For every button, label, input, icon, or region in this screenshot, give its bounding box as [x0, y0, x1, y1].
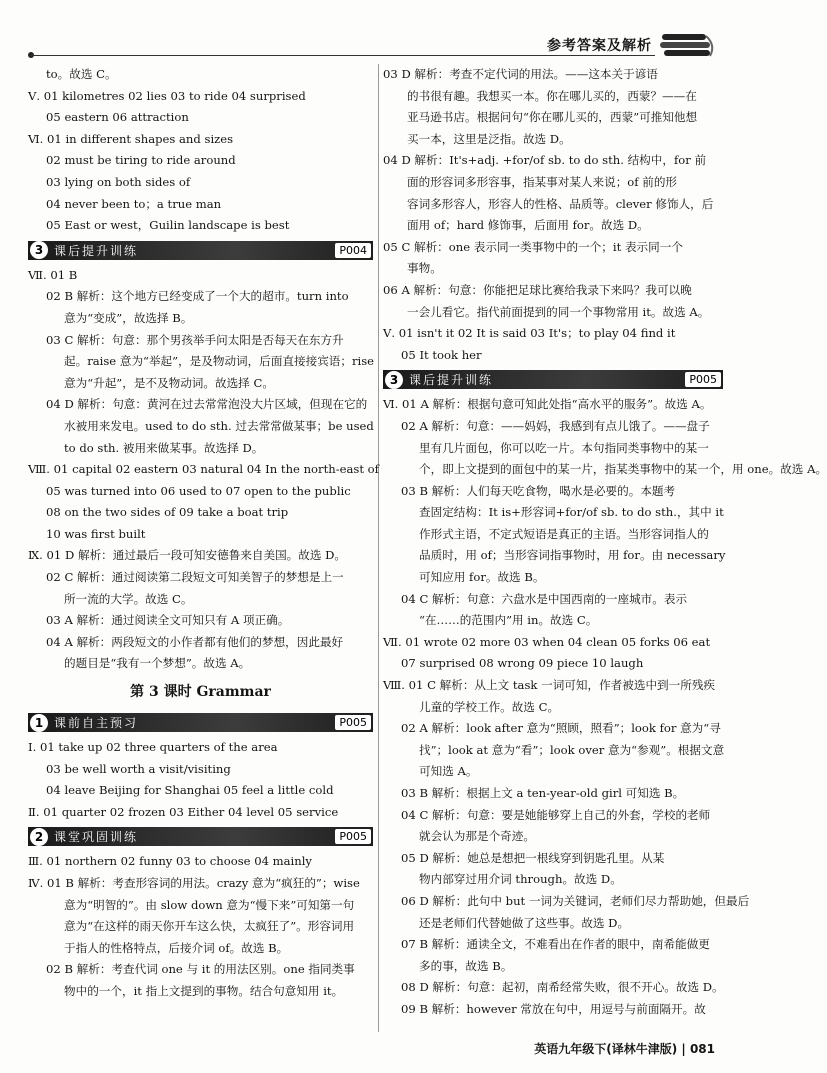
answer-line: 面的形容词多形容事，指某事对某人来说；of 前的形 — [407, 174, 678, 189]
answer-line: 03 be well worth a visit/visiting — [46, 761, 231, 776]
answer-line: 水被用来发电。used to do sth. 过去常常做某事；be used — [64, 418, 374, 433]
answer-line: 05 D 解析：她总是想把一根线穿到钥匙孔里。从某 — [401, 850, 665, 865]
section-label: 课前自主预习 — [54, 716, 139, 731]
answer-line: 03 B 解析：根据上文 a ten-year-old girl 可知选 B。 — [401, 786, 685, 800]
answer-line: Ⅱ. 01 quarter 02 frozen 03 Either 04 level 05 service — [28, 804, 339, 819]
answer-line: 08 on the two sides of 09 take a boat trip — [46, 505, 289, 520]
answer-line: 的书很有趣。我想买一本。你在哪儿买的，西蒙？——在 — [407, 88, 697, 103]
answer-line: to。故选 C。 — [46, 67, 117, 81]
answer-line: Ⅶ. 01 B — [28, 267, 78, 282]
answer-line: Ⅸ. 01 D 解析：通过最后一段可知安德鲁来自美国。故选 D。 — [28, 548, 347, 563]
answer-line: Ⅵ. 01 in different shapes and sizes — [28, 131, 234, 146]
column-divider — [378, 64, 379, 1032]
answer-line: 可知应用 for。故选 B。 — [419, 570, 545, 585]
section-bar — [28, 827, 373, 846]
answer-line: 个，即上文提到的面包中的某一片，指某类事物中的某一个，用 one。故选 A。 — [419, 462, 827, 477]
answer-line: 04 A 解析：两段短文的小作者都有他们的梦想，因此最好 — [46, 634, 344, 649]
section-label: 课后提升训练 — [409, 373, 494, 388]
section-page-ref: P005 — [685, 372, 721, 387]
answer-line: 查固定结构：It is+形容词+for/of sb. to do sth.，其中 it — [419, 505, 724, 520]
answer-line: Ⅴ. 01 isn't it 02 It is said 03 It's；to play 04 find it — [383, 326, 676, 341]
answer-line: 的题目是“我有一个梦想”。故选 A。 — [64, 656, 251, 671]
section-bar — [383, 370, 723, 389]
answer-line: 03 C 解析：句意：那个男孩举手问太阳是否每天在东方升 — [46, 332, 344, 347]
answer-line: 品质时，用 of；当形容词指事物时，用 for。由 necessary — [419, 548, 726, 563]
answer-line: to do sth. 被用来做某事。故选择 D。 — [64, 440, 264, 455]
answer-line: 里有几片面包，你可以吃一片。本句指同类事物中的某一 — [419, 440, 709, 455]
answer-line: 05 was turned into 06 used to 07 open to the public — [46, 483, 351, 498]
answer-line: 容词多形容人，形容人的性格、品质等。clever 修饰人，后 — [407, 196, 714, 211]
answer-line: 面用 of；hard 修饰事，后面用 for。故选 D。 — [407, 218, 649, 233]
answer-line: 03 B 解析：人们每天吃食物，喝水是必要的。本题考 — [401, 483, 676, 498]
answer-line: 02 C 解析：通过阅读第二段短文可知美智子的梦想是上一 — [46, 570, 344, 585]
left-column — [28, 64, 379, 1003]
answer-line: Ⅳ. 01 B 解析：考查形容词的用法。crazy 意为“疯狂的”；wise — [28, 876, 360, 890]
book-stack-icon — [658, 28, 716, 62]
page-number: 081 — [689, 1042, 715, 1056]
answer-line: 05 eastern 06 attraction — [46, 110, 189, 125]
footer-separator: | — [681, 1042, 690, 1056]
answer-line: 08 D 解析：句意：起初，南希经常失败，很不开心。故选 D。 — [401, 980, 724, 995]
answer-line: 意为“变成”，故选择 B。 — [64, 310, 193, 325]
answer-line: 07 surprised 08 wrong 09 piece 10 laugh — [401, 656, 644, 671]
section-bar — [28, 713, 373, 732]
header-rule — [30, 55, 655, 56]
answer-line: 02 must be tiring to ride around — [46, 153, 236, 168]
answer-line: 物内部穿过用介词 through。故选 D。 — [419, 872, 622, 887]
answer-line: 一会儿看它。指代前面提到的同一个事物常用 it。故选 A。 — [407, 304, 710, 319]
page-header — [0, 0, 750, 62]
answer-line: 04 C 解析：句意：要是她能够穿上自己的外套，学校的老师 — [401, 807, 711, 822]
answer-line: 10 was first built — [46, 526, 146, 541]
answer-line: 04 D 解析：句意：黄河在过去常常泡没大片区域，但现在它的 — [46, 397, 368, 412]
answer-line: 买一本，这里是泛指。故选 D。 — [407, 131, 571, 146]
answer-line: 04 D 解析：It's+adj. +for/of sb. to do sth. 结构中，for 前 — [383, 153, 707, 168]
lesson-title: 第 3 课时 Grammar — [130, 684, 271, 701]
answer-line: 意为“升起”，是不及物动词。故选择 C。 — [64, 375, 274, 390]
footer-book-title: 英语九年级下(译林牛津版) — [534, 1042, 678, 1056]
answer-line: 儿童的学校工作。故选 C。 — [419, 699, 560, 714]
answer-line: Ⅲ. 01 northern 02 funny 03 to choose 04 mainly — [28, 854, 312, 869]
section-number: 2 — [30, 828, 48, 846]
answer-line: 所一流的大学。故选 C。 — [64, 591, 193, 606]
answer-line: 02 A 解析：look after 意为“照顾，照看”；look for 意为“寻 — [401, 721, 721, 736]
header-title: 参考答案及解析 — [547, 38, 652, 54]
section-number: 3 — [30, 241, 48, 259]
section-number: 1 — [30, 714, 48, 732]
right-column — [383, 64, 827, 1021]
answer-line: Ⅵ. 01 A 解析：根据句意可知此处指“高水平的服务”。故选 A。 — [383, 397, 712, 412]
answer-line: 07 B 解析：通读全文，不难看出在作者的眼中，南希能做更 — [401, 937, 710, 952]
answer-line: “在……的范围内”用 in。故选 C。 — [419, 613, 598, 628]
answer-line: 03 D 解析：考查不定代词的用法。——这本关于谚语 — [383, 67, 658, 81]
section-page-ref: P005 — [335, 715, 371, 730]
answer-line: 02 B 解析：这个地方已经变成了一个大的超市。turn into — [46, 289, 349, 304]
answer-line: Ⅶ. 01 wrote 02 more 03 when 04 clean 05 forks 06 eat — [383, 634, 711, 649]
answer-line: 就会认为那是个奇迹。 — [419, 829, 535, 844]
answer-line: 于指人的性格特点，后接介词 of。故选 B。 — [64, 940, 289, 955]
section-page-ref: P004 — [335, 243, 371, 258]
section-label: 课堂巩固训练 — [54, 830, 139, 845]
answer-line: 物中的一个，it 指上文提到的事物。结合句意知用 it。 — [64, 983, 344, 998]
answer-line: Ⅴ. 01 kilometres 02 lies 03 to ride 04 surprised — [28, 88, 306, 103]
answer-line: 02 B 解析：考查代词 one 与 it 的用法区别。one 指同类事 — [46, 962, 355, 977]
answer-line: 04 leave Beijing for Shanghai 05 feel a little cold — [46, 783, 334, 798]
answer-line: 06 A 解析：句意：你能把足球比赛给我录下来吗？我可以晚 — [383, 282, 692, 297]
answer-line: 找”；look at 意为“看”；look over 意为“参观”。根据文意 — [419, 742, 725, 757]
answer-line: 意为“在这样的雨天你开车这么快，太疯狂了”。形容词用 — [64, 919, 355, 934]
answer-line: 05 It took her — [401, 347, 482, 362]
answer-line: 06 D 解析：此句中 but 一词为关键词，老师们尽力帮助她，但最后 — [401, 893, 750, 908]
answer-line: Ⅰ. 01 take up 02 three quarters of the area — [28, 740, 278, 755]
section-number: 3 — [385, 371, 403, 389]
page-footer — [534, 1040, 715, 1057]
section-label: 课后提升训练 — [54, 243, 139, 258]
answer-line: Ⅷ. 01 C 解析：从上文 task 一词可知，作者被选中到一所残疾 — [383, 678, 716, 693]
answer-line: 亚马逊书店。根据问句“你在哪儿买的，西蒙”可推知他想 — [407, 110, 698, 125]
answer-line: 09 B 解析：however 常放在句中，用逗号与前面隔开。故 — [401, 1001, 706, 1016]
answer-line: 05 East or west，Guilin landscape is best — [46, 218, 290, 233]
section-bar — [28, 241, 373, 260]
answer-line: 05 C 解析：one 表示同一类事物中的一个；it 表示同一个 — [383, 239, 683, 254]
answer-line: 可知选 A。 — [419, 764, 478, 779]
answer-line: 02 A 解析：句意：——妈妈，我感到有点儿饿了。——盘子 — [401, 418, 710, 433]
answer-line: 03 A 解析：通过阅读全文可知只有 A 项正确。 — [46, 613, 290, 628]
answer-line: 起。raise 意为“举起”，是及物动词，后面直接接宾语；rise — [64, 354, 375, 369]
answer-line: 多的事，故选 B。 — [419, 958, 513, 973]
answer-line: 意为“明智的”。由 slow down 意为“慢下来”可知第一句 — [64, 897, 355, 912]
answer-line: 04 C 解析：句意：六盘水是中国西南的一座城市。表示 — [401, 591, 688, 606]
section-page-ref: P005 — [335, 829, 371, 844]
answer-line: 事物。 — [407, 261, 442, 276]
answer-line: Ⅷ. 01 capital 02 eastern 03 natural 04 In the north-east of — [28, 462, 379, 477]
answer-line: 03 lying on both sides of — [46, 174, 191, 189]
answer-line: 04 never been to；a true man — [46, 196, 222, 211]
answer-line: 还是老师们代替她做了这些事。故选 D。 — [419, 915, 630, 930]
answer-line: 作形式主语，不定式短语是真正的主语。当形容词指人的 — [419, 526, 709, 541]
